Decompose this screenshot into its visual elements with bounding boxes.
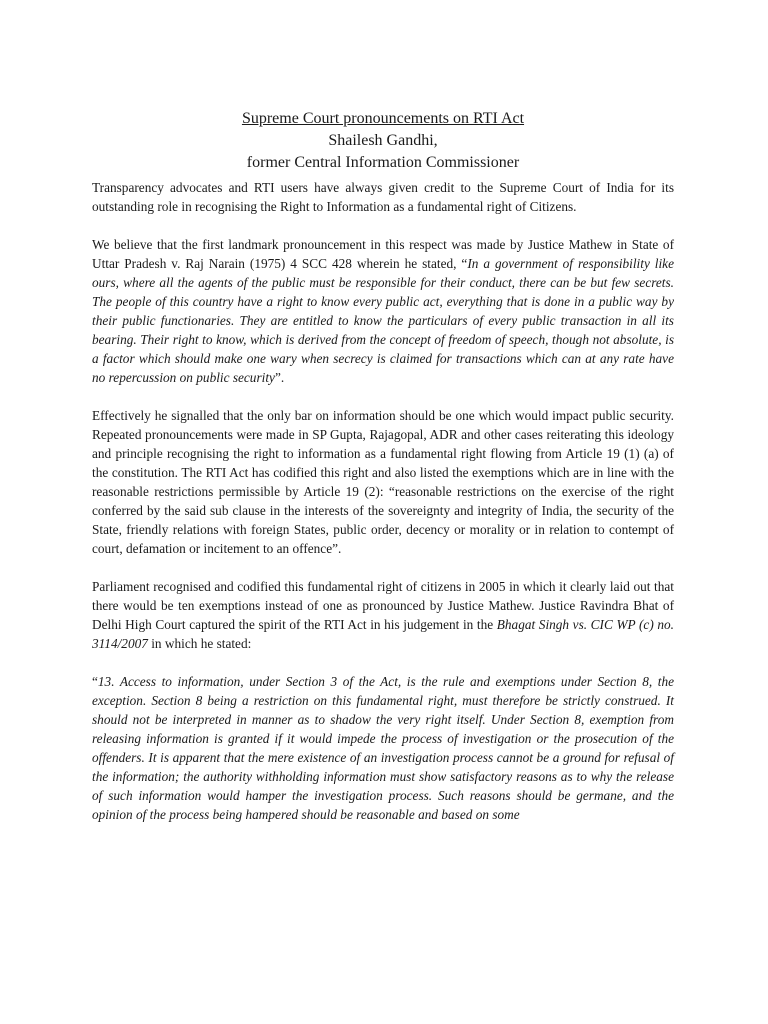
paragraph-3: Effectively he signalled that the only bar on information should be one which would impact public security. Repeated pronouncements were made in SP Gupta, Rajagopal, ADR and other cases reiterating this ideology and principle recognising the right to information as a fundamental right flowing from Article 19 (1) (a) of the constitution. The RTI Act has codified this right and also listed the exemptions which are in line with the reasonable restrictions permissible by Article 19 (2): “reasonable restrictions on the exercise of the right conferred by the said sub clause in the interests of the sovereignty and integrity of India, the security of the State, friendly relations with foreign States, public order, decency or morality or in relation to contempt of court, defamation or incitement to an offence”. xyxy=(92,408,674,556)
author-name: Shailesh Gandhi, xyxy=(328,132,438,149)
document-title: Supreme Court pronouncements on RTI Act xyxy=(241,110,525,127)
document-page xyxy=(92,108,674,824)
paragraph-2 xyxy=(92,235,674,387)
paragraph-2-quote: In a government of responsibility like ours, where all the agents of the public must be responsible for their conduct, there can be but few secrets. The people of this country have a right to know every public act, everything that is done in a public way by their public functionaries. They are entitled to know the particulars of every public transaction in all its bearing. Their right to know, which is derived from the concept of freedom of speech, though not absolute, is a factor which should make one wary when secrecy is claimed for transactions which can at any rate have no repercussion on public security xyxy=(92,256,674,385)
paragraph-5-open-quote: “ xyxy=(92,674,98,689)
paragraph-2-end: ”. xyxy=(274,370,285,385)
paragraph-4-end: in which he stated: xyxy=(147,636,252,651)
title-block xyxy=(92,108,674,174)
paragraph-4-case: Bhagat Singh vs. CIC WP (c) no. 3114/2007 xyxy=(92,617,674,651)
paragraph-4-intro: Parliament recognised and codified this fundamental right of citizens in 2005 in which it clearly laid out that there would be ten exemptions instead of one as pronounced by Justice Mathew. Justice Ravindra Bhat of Delhi High Court captured the spirit of the RTI Act in his judgement in the xyxy=(92,579,674,632)
paragraph-5-quote: 13. Access to information, under Section 3 of the Act, is the rule and exemptions under Section 8, the exception. Section 8 being a restriction on this fundamental right, must therefore be strictly construed. It should not be interpreted in manner as to shadow the very right itself. Under Section 8, exemption from releasing information is granted if it would impede the process of investigation or the prosecution of the offenders. It is apparent that the mere existence of an investigation process cannot be a ground for refusal of the information; the authority withholding information must show satisfactory reasons as to why the release of such information would hamper the investigation process. Such reasons should be germane, and the opinion of the process being hampered should be reasonable and based on some xyxy=(92,674,674,822)
paragraph-2-intro: We believe that the first landmark pronouncement in this respect was made by Justice Mathew in State of Uttar Pradesh v. Raj Narain (1975) 4 SCC 428 wherein he stated, “ xyxy=(92,237,674,271)
paragraph-1: Transparency advocates and RTI users have always given credit to the Supreme Court of India for its outstanding role in recognising the Right to Information as a fundamental right of Citizens. xyxy=(92,180,674,214)
author-role: former Central Information Commissioner xyxy=(246,154,520,171)
paragraph-4 xyxy=(92,577,674,653)
paragraph-5 xyxy=(92,672,674,824)
